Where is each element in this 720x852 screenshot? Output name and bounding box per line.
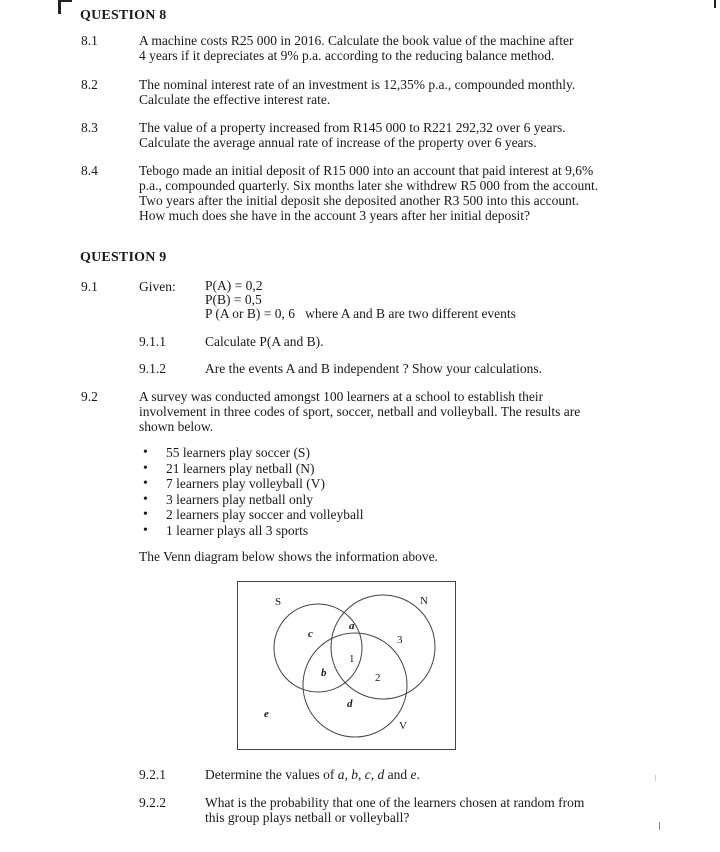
given-pa-or-b-value: P (A or B) = 0, 6: [205, 306, 295, 321]
var-a: a: [337, 767, 345, 782]
list-item: • 55 learners play soccer (S): [142, 445, 364, 461]
list-item: • 1 learner plays all 3 sports: [142, 523, 364, 539]
text-line: shown below.: [139, 419, 214, 434]
list-item: • 2 learners play soccer and volleyball: [142, 507, 364, 523]
q8-4-number: 8.4: [81, 163, 98, 178]
page-corner-mark: [58, 0, 72, 2]
list-item: • 3 learners play netball only: [142, 492, 364, 508]
q8-3-number: 8.3: [81, 120, 98, 135]
venn-region-netball-volleyball: 2: [375, 672, 381, 684]
q9-1-2-text: Are the events A and B independent ? Show your calculations.: [205, 361, 543, 376]
q9-1-2-number: 9.1.2: [139, 361, 166, 376]
given-pa-or-b: [205, 307, 516, 321]
text-line: Tebogo made an initial deposit of R15 000 into an account that paid interest at 9,6%: [139, 163, 594, 178]
text-line: involvement in three codes of sport, soccer, netball and volleyball. The results are: [139, 404, 581, 419]
var-c: c: [364, 767, 371, 782]
page-corner-mark: [714, 0, 716, 8]
text-line: A survey was conducted amongst 100 learners at a school to establish their: [139, 389, 544, 404]
text-line: The nominal interest rate of an investment is 12,35% p.a., compounded monthly.: [139, 77, 576, 92]
given-note: where A and B are two different events: [305, 306, 516, 321]
text-line: Two years after the initial deposit she deposited another R3 500 into this account.: [139, 193, 579, 208]
question-9-heading: QUESTION 9: [80, 250, 167, 265]
q8-2-number: 8.2: [81, 77, 98, 92]
venn-label-n: N: [420, 595, 428, 607]
q9-2-intro: [139, 389, 629, 434]
venn-diagram: [237, 581, 456, 750]
venn-circle-netball: [331, 595, 435, 699]
q9-2-number: 9.2: [81, 389, 98, 404]
venn-region-netball-only: 3: [397, 634, 403, 646]
given-pa: P(A) = 0,2: [205, 278, 263, 293]
text-fragment: and: [387, 767, 408, 782]
text-line: Calculate the effective interest rate.: [139, 92, 331, 107]
scan-mark: [655, 775, 656, 781]
venn-caption: The Venn diagram below shows the information above.: [139, 549, 438, 564]
var-e: e: [410, 767, 417, 782]
q9-1-1-number: 9.1.1: [139, 334, 166, 349]
venn-region-c: c: [308, 628, 313, 640]
text-line: p.a., compounded quarterly. Six months later she withdrew R5 000 from the account.: [139, 178, 599, 193]
page-corner-mark: [58, 0, 61, 14]
given-values: [205, 279, 516, 321]
q8-1-text: [139, 33, 629, 63]
q9-2-1-text: Determine the values of a, b, c, d and e.: [205, 767, 420, 782]
scan-mark: [659, 822, 660, 830]
text-line: What is the probability that one of the learners chosen at random from: [205, 795, 585, 810]
venn-region-d: d: [347, 698, 353, 710]
q8-4-text: [139, 163, 629, 223]
q8-1-number: 8.1: [81, 33, 98, 48]
venn-label-v: V: [399, 720, 407, 732]
text-line: How much does she have in the account 3 years after her initial deposit?: [139, 208, 530, 223]
survey-results-list: [142, 445, 364, 539]
question-8-heading: QUESTION 8: [80, 8, 167, 23]
q9-2-2-number: 9.2.2: [139, 795, 166, 810]
q9-1-number: 9.1: [81, 279, 98, 294]
venn-circle-volleyball: [303, 633, 407, 737]
text-line: this group plays netball or volleyball?: [205, 810, 410, 825]
list-item: • 7 learners play volleyball (V): [142, 476, 364, 492]
var-b: b: [351, 767, 358, 782]
venn-label-s: S: [275, 596, 282, 608]
text-fragment: Determine the values of: [205, 767, 338, 782]
text-line: A machine costs R25 000 in 2016. Calculate the book value of the machine after: [139, 33, 574, 48]
q9-2-1-number: 9.2.1: [139, 767, 166, 782]
q8-3-text: [139, 120, 629, 150]
q9-2-2-text: [205, 795, 630, 825]
venn-region-a: a: [349, 620, 355, 632]
var-d: d: [377, 767, 385, 782]
text-line: 4 years if it depreciates at 9% p.a. according to the reducing balance method.: [139, 48, 555, 63]
q9-1-1-text: Calculate P(A and B).: [205, 334, 324, 349]
q8-2-text: [139, 77, 629, 107]
venn-region-b: b: [321, 667, 327, 679]
text-line: Calculate the average annual rate of increase of the property over 6 years.: [139, 135, 537, 150]
list-item: • 21 learners play netball (N): [142, 461, 364, 477]
given-pb: P(B) = 0,5: [205, 292, 262, 307]
text-line: The value of a property increased from R145 000 to R221 292,32 over 6 years.: [139, 120, 566, 135]
venn-region-all-three: 1: [349, 653, 355, 665]
venn-region-e: e: [264, 708, 269, 720]
given-label: Given:: [139, 279, 176, 294]
